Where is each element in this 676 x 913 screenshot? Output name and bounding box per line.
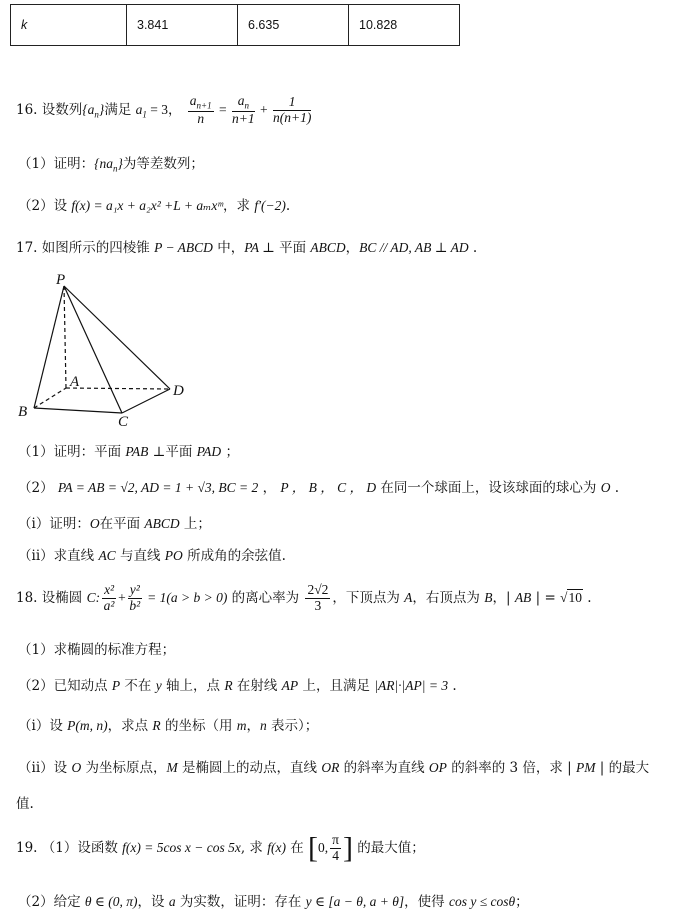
vertex-label-P: P (56, 272, 66, 288)
q18-part2-i: （i）设 P(m, n)，求点 R 的坐标（用 m，n 表示）； (18, 718, 319, 734)
q18-part2-ii: （ii）设 O 为坐标原点，M 是椭圆上的动点，直线 OR 的斜率为直线 OP 的斜率的 3 倍，求 | PM | 的最大 (18, 760, 650, 776)
edge-AD-hidden (66, 388, 170, 389)
q19-heading: 19. （1）设函数 f(x) = 5cos x − cos 5x, 求 f(x) 在 [0, $\frac{\pi}{4}$ ] 的最大值； (16, 831, 425, 865)
fraction: $\frac{2√2}{3}$ (307, 582, 329, 613)
fraction: $\frac{a_{n+1}}{n}$ (189, 92, 212, 127)
q17-part2: （2） PA = AB = √2, AD = 1 + √3, BC = 2 ， P ， B ， C ， D 在同一个球面上，设该球面的球心为 O . (18, 480, 620, 496)
edge-PC (64, 286, 122, 413)
fraction: $\frac{a_n}{n+1}$ (232, 92, 255, 127)
pyramid-figure (10, 270, 200, 430)
edge-PB (34, 286, 64, 408)
edge-PA-hidden (64, 286, 66, 388)
table-cell: 3.841 (127, 5, 238, 46)
q18-part2-ii-continuation: 值. (16, 796, 34, 812)
q16-heading: 16. 设数列$\{a_n\}$满足 $a_1 = 3$， $\frac{a_{n+1}}{n}$ = $\frac{a_n}{n+1}$ + $\frac{1}{n(n+1)}$ (16, 92, 312, 127)
edge-BC (34, 408, 122, 413)
fraction: $\frac{\text{x²}}{\text{a²}}$ (103, 582, 115, 613)
edge-CD (122, 389, 170, 413)
q16-part2: （2）设 f(x) = a₁x + a₂x² +L + aₘxᵐ，求 f′(−2). (18, 198, 291, 214)
q18-part1: （1）求椭圆的标准方程； (18, 642, 176, 658)
q18-heading: 18. 设椭圆 C: $\frac{\text{x²}}{\text{a²}}$ + $\frac{\text{y²}}{\text{b²}}$ = 1(a > b > 0) 的离心率为 $\frac{2√2}{3}$ ，下顶点为 A，右顶点为 B，| AB | = √10 . (16, 582, 592, 613)
q18-part2: （2）已知动点 P 不在 y 轴上，点 R 在射线 AP 上，且满足 |AR|·|AP| = 3 . (18, 678, 457, 694)
table-row (11, 5, 460, 46)
q17-part1: （1）证明：平面 PAB ⊥平面 PAD ； (18, 444, 239, 460)
vertex-label-A: A (70, 374, 80, 390)
vertex-label-C: C (118, 414, 129, 430)
table-cell: 6.635 (238, 5, 349, 46)
q17-heading: 17. 如图所示的四棱锥 P − ABCD 中，PA ⊥ 平面 ABCD，BC // AD, AB ⊥ AD . (16, 240, 478, 256)
q17-part2-i: （i）证明：O在平面 ABCD 上； (18, 516, 211, 532)
table-cell: k (11, 5, 127, 46)
fraction: $\frac{\pi}{4}$ (332, 832, 339, 863)
table-cell: 10.828 (349, 5, 460, 46)
critical-value-table (10, 4, 460, 46)
q17-part2-ii: （ii）求直线 AC 与直线 PO 所成角的余弦值. (18, 548, 286, 564)
edge-PD (64, 286, 170, 389)
fraction: $\frac{\text{y²}}{\text{b²}}$ (129, 582, 141, 613)
vertex-label-B: B (18, 404, 28, 420)
edge-AB-hidden (34, 388, 66, 408)
fraction: $\frac{1}{n(n+1)}$ (273, 94, 312, 125)
q19-part2: （2）给定 θ ∈ (0, π)，设 a 为实数，证明：存在 y ∈ [a − θ, a + θ]，使得 cos y ≤ cosθ； (18, 894, 529, 910)
vertex-label-D: D (173, 383, 184, 399)
q16-part1: （1）证明：$\{na_n\}$为等差数列； (18, 156, 204, 174)
